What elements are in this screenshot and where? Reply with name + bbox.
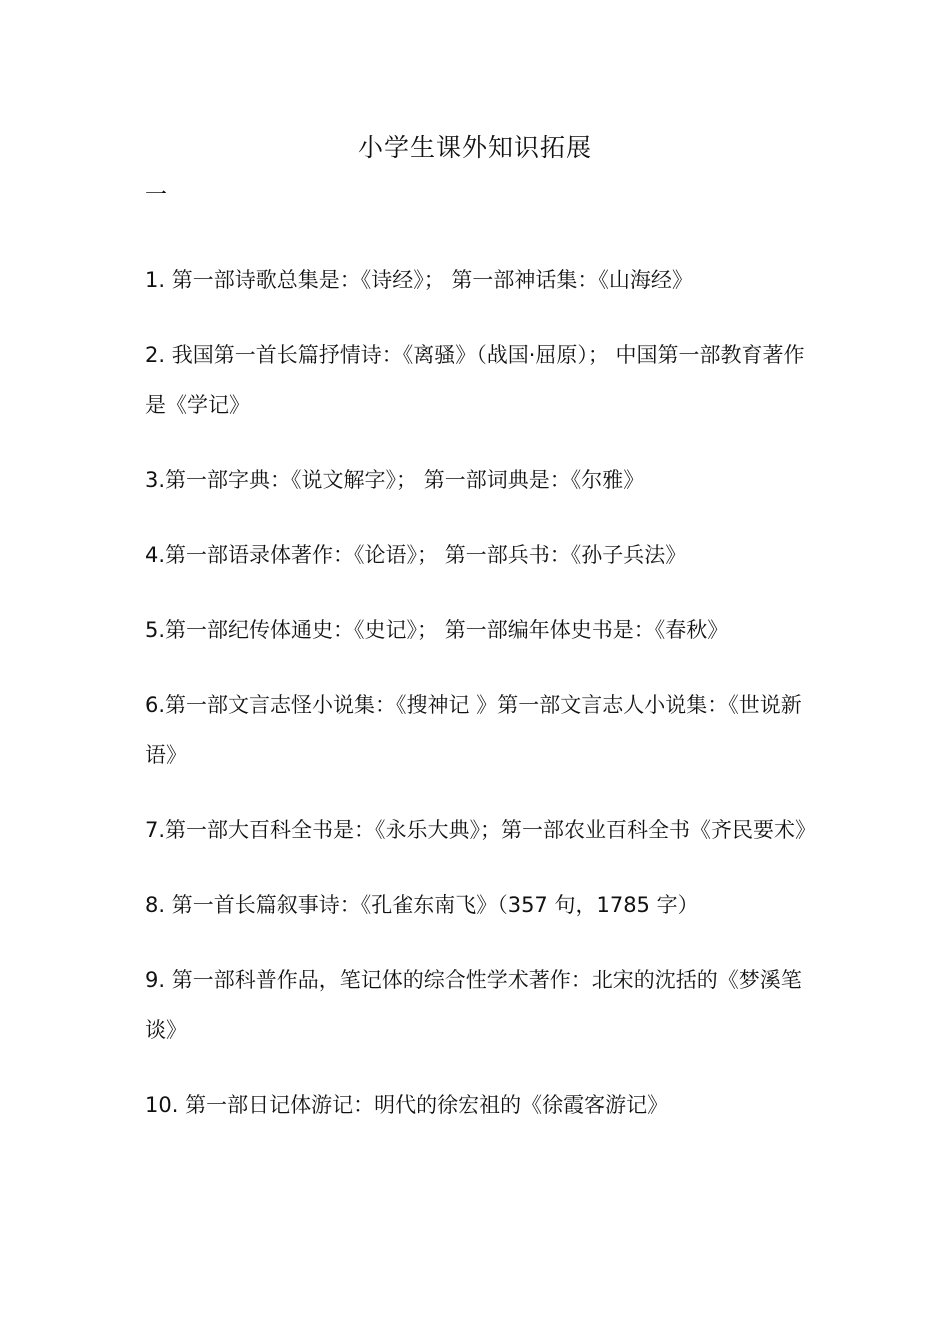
list-item: 9. 第一部科普作品，笔记体的综合性学术著作：北宋的沈括的《梦溪笔谈》 [145, 968, 802, 1042]
list-item: 1. 第一部诗歌总集是：《诗经》； 第一部神话集：《山海经》 [145, 268, 693, 292]
list-item: 3.第一部字典：《说文解字》； 第一部词典是：《尔雅》 [145, 468, 645, 492]
list-item: 7.第一部大百科全书是：《永乐大典》；第一部农业百科全书《齐民要术》 [145, 818, 817, 842]
list-item: 4.第一部语录体著作：《论语》； 第一部兵书：《孙子兵法》 [145, 543, 687, 567]
list-item: 5.第一部纪传体通史：《史记》； 第一部编年体史书是：《春秋》 [145, 618, 729, 642]
knowledge-list [145, 255, 817, 1130]
list-item: 8. 第一首长篇叙事诗：《孔雀东南飞》（357 句，1785 字） [145, 893, 699, 917]
list-item: 10. 第一部日记体游记：明代的徐宏祖的《徐霞客游记》 [145, 1093, 669, 1117]
page-title: 小学生课外知识拓展 [357, 133, 592, 162]
list-item: 2. 我国第一首长篇抒情诗：《离骚》（战国·屈原）； 中国第一部教育著作是《学记》 [145, 343, 805, 417]
list-item: 6.第一部文言志怪小说集：《搜神记 》第一部文言志人小说集：《世说新语》 [145, 693, 802, 767]
section-number: 一 [145, 183, 168, 208]
